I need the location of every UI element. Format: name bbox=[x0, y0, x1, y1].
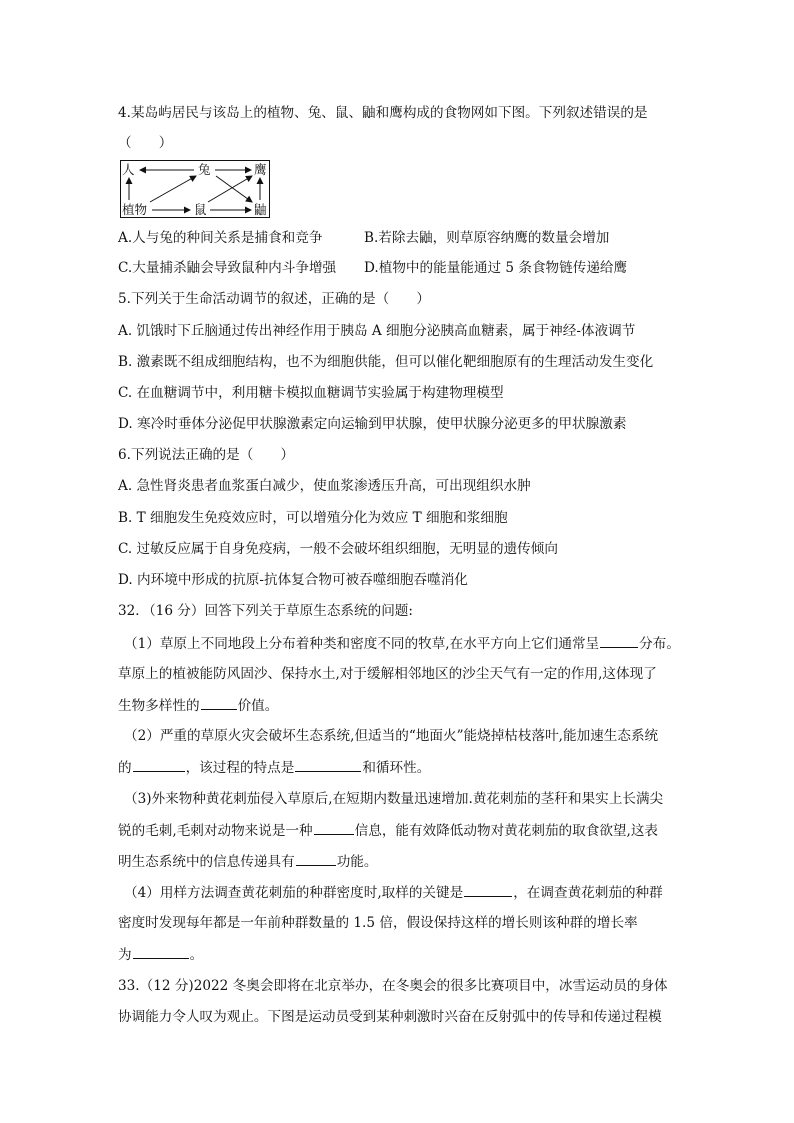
answer-blank[interactable] bbox=[133, 945, 189, 959]
q4-option-a[interactable]: A.人与兔的种间关系是捕食和竞争 bbox=[118, 230, 323, 246]
q32-part3-line1: （3)外来物种黄花刺茄侵入草原后,在短期内数量迅速增加.黄花刺茄的茎秆和果实上长满尖 bbox=[124, 791, 664, 807]
q6-stem: 6.下列说法正确的是（ ） bbox=[118, 447, 295, 463]
q32-part1-line2: 草原上的植被能防风固沙、保持水土,对于缓解相邻地区的沙尘天气有一定的作用,这体现了 bbox=[118, 666, 657, 682]
q32-stem: 32．（16 分）回答下列关于草原生态系统的问题: bbox=[118, 603, 413, 619]
node-human: 人 bbox=[122, 162, 135, 177]
q32-part1-line3: 生物多样性的 价值。 bbox=[118, 698, 279, 714]
q4-answer-paren: （ ） bbox=[118, 135, 173, 151]
answer-blank[interactable] bbox=[464, 883, 512, 897]
q4-option-b[interactable]: B.若除去鼬，则草原容纳鹰的数量会增加 bbox=[364, 230, 610, 246]
q32-part2-line2: 的 ，该过程的特点是 和循环性。 bbox=[118, 760, 431, 776]
node-rabbit: 兔 bbox=[198, 162, 211, 177]
q4-option-d[interactable]: D.植物中的能量能通过 5 条食物链传递给鹰 bbox=[364, 260, 628, 276]
q32-part4-line3: 为 。 bbox=[118, 947, 204, 963]
q6-option-a[interactable]: A. 急性肾炎患者血浆蛋白减少，使血浆渗透压升高，可出现组织水肿 bbox=[118, 478, 531, 494]
q32-part2-line1: （2）严重的草原火灾会破坏生态系统,但适当的“地面火”能烧掉枯枝落叶,能加速生态系统 bbox=[124, 728, 659, 744]
arrow-mouse-to-hawk bbox=[208, 176, 252, 202]
q33-line1: 33.（12 分)2022 冬奥会即将在北京举办，在冬奥会的很多比赛项目中，冰雪运动员的身体 bbox=[118, 978, 668, 994]
q6-option-d[interactable]: D. 内环境中形成的抗原-抗体复合物可被吞噬细胞吞噬消化 bbox=[118, 572, 468, 588]
q6-option-b[interactable]: B. T 细胞发生免疫效应时，可以增殖分化为效应 T 细胞和浆细胞 bbox=[118, 510, 508, 526]
food-web-diagram bbox=[120, 160, 270, 218]
q5-stem: 5.下列关于生命活动调节的叙述，正确的是（ ） bbox=[118, 291, 431, 307]
q32-part3-line2: 锐的毛刺,毛刺对动物来说是一种 信息，能有效降低动物对黄花刺茄的取食欲望,这表 bbox=[118, 823, 659, 839]
answer-blank[interactable] bbox=[296, 852, 336, 866]
q4-options-row-2 bbox=[118, 259, 678, 277]
node-mouse: 鼠 bbox=[194, 202, 207, 217]
q32-part4-line1: （4）用样方法调查黄花刺茄的种群密度时,取样的关键是 ，在调查黄花刺茄的种群 bbox=[124, 885, 663, 901]
q5-option-a[interactable]: A. 饥饿时下丘脑通过传出神经作用于胰岛 A 细胞分泌胰高血糖素，属于神经-体液调节 bbox=[118, 323, 636, 339]
q32-part1-line1: （1）草原上不同地段上分布着种类和密度不同的牧草,在水平方向上它们通常呈 分布。 bbox=[124, 636, 680, 652]
q33-line2: 协调能力令人叹为观止。下图是运动员受到某种刺激时兴奋在反射弧中的传导和传递过程模 bbox=[118, 1009, 662, 1025]
answer-blank[interactable] bbox=[600, 634, 638, 648]
node-plant: 植物 bbox=[122, 202, 148, 217]
q5-option-c[interactable]: C. 在血糖调节中，利用糖卡模拟血糖调节实验属于构建物理模型 bbox=[118, 385, 504, 401]
answer-blank[interactable] bbox=[133, 758, 185, 772]
q32-part4-line2: 密度时发现每年都是一年前种群数量的 1.5 倍，假设保持这样的增长则该种群的增长率 bbox=[118, 915, 638, 931]
q4-stem: 4.某岛屿居民与该岛上的植物、兔、鼠、鼬和鹰构成的食物网如下图。下列叙述错误的是 bbox=[118, 105, 648, 121]
answer-blank[interactable] bbox=[314, 821, 354, 835]
answer-blank[interactable] bbox=[295, 758, 361, 772]
arrow-rabbit-to-weasel bbox=[216, 176, 252, 202]
q5-option-b[interactable]: B. 激素既不组成细胞结构，也不为细胞供能，但可以催化靶细胞原有的生理活动发生变化 bbox=[118, 354, 654, 370]
node-hawk: 鹰 bbox=[254, 162, 267, 177]
node-weasel: 鼬 bbox=[254, 202, 267, 217]
q5-option-d[interactable]: D. 寒冷时垂体分泌促甲状腺激素定向运输到甲状腺，使甲状腺分泌更多的甲状腺激素 bbox=[118, 416, 627, 432]
q6-option-c[interactable]: C. 过敏反应属于自身免疫病，一般不会破坏组织细胞，无明显的遗传倾向 bbox=[118, 541, 558, 557]
answer-blank[interactable] bbox=[201, 696, 237, 710]
q4-options-row-1 bbox=[118, 229, 678, 247]
arrow-plant-to-rabbit bbox=[150, 176, 196, 202]
q32-part3-line3: 明生态系统中的信息传递具有 功能。 bbox=[118, 854, 378, 870]
q4-option-c[interactable]: C.大量捕杀鼬会导致鼠种内斗争增强 bbox=[118, 260, 337, 276]
